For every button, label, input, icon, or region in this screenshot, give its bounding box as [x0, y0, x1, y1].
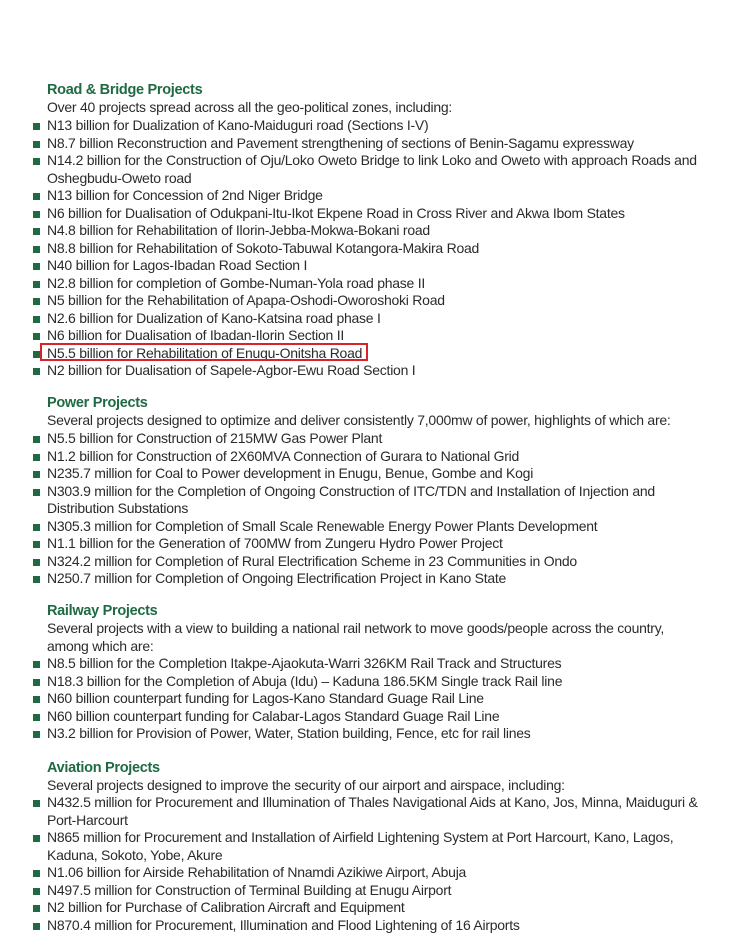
square-bullet-icon [33, 731, 40, 738]
list-item-highlighted: N5.5 billion for Rehabilitation of Enugu-Onitsha Road [0, 345, 748, 363]
square-bullet-icon [33, 281, 40, 288]
list-item: N3.2 billion for Provision of Power, Water, Station building, Fence, etc for rail lines [0, 725, 748, 743]
power-list [0, 430, 748, 588]
list-item: N1.06 billion for Airside Rehabilitation of Nnamdi Azikiwe Airport, Abuja [0, 864, 748, 882]
list-item: N4.8 billion for Rehabilitation of Ilorin-Jebba-Mokwa-Bokani road [0, 222, 748, 240]
square-bullet-icon [33, 351, 40, 358]
square-bullet-icon [33, 559, 40, 566]
list-item: N14.2 billion for the Construction of Oju/Loko Oweto Bridge to link Loko and Oweto with approach Roads and Oshegbudu-Oweto road [0, 152, 748, 187]
list-item: N5 billion for the Rehabilitation of Apapa-Oshodi-Oworoshoki Road [0, 292, 748, 310]
square-bullet-icon [33, 263, 40, 270]
square-bullet-icon [33, 471, 40, 478]
square-bullet-icon [33, 246, 40, 253]
square-bullet-icon [33, 696, 40, 703]
square-bullet-icon [33, 923, 40, 930]
list-item: N60 billion counterpart funding for Calabar-Lagos Standard Guage Rail Line [0, 708, 748, 726]
square-bullet-icon [33, 158, 40, 165]
aviation-list [0, 794, 748, 934]
square-bullet-icon [33, 316, 40, 323]
list-item: N6 billion for Dualisation of Ibadan-Ilorin Section II [0, 327, 748, 345]
list-item: N2 billion for Purchase of Calibration Aircraft and Equipment [0, 899, 748, 917]
square-bullet-icon [33, 714, 40, 721]
list-item: N303.9 million for the Completion of Ongoing Construction of ITC/TDN and Installation of Injection and Distribution Substations [0, 483, 748, 518]
square-bullet-icon [33, 141, 40, 148]
list-item: N1.1 billion for the Generation of 700MW from Zungeru Hydro Power Project [0, 535, 748, 553]
square-bullet-icon [33, 576, 40, 583]
list-item: N324.2 million for Completion of Rural Electrification Scheme in 23 Communities in Ondo [0, 553, 748, 571]
list-item: N13 billion for Concession of 2nd Niger Bridge [0, 187, 748, 205]
section-title-aviation: Aviation Projects [47, 760, 160, 776]
square-bullet-icon [33, 123, 40, 130]
list-item: N18.3 billion for the Completion of Abuja (Idu) – Kaduna 186.5KM Single track Rail line [0, 673, 748, 691]
section-title-road-bridge: Road & Bridge Projects [47, 82, 203, 98]
list-item: N865 million for Procurement and Installation of Airfield Lightening System at Port Harcourt, Kano, Lagos, Kaduna, Sokoto, Yobe, Akure [0, 829, 748, 864]
square-bullet-icon [33, 661, 40, 668]
section-title-railway: Railway Projects [47, 603, 158, 619]
list-item: N250.7 million for Completion of Ongoing Electrification Project in Kano State [0, 570, 748, 588]
section-title-power: Power Projects [47, 395, 148, 411]
list-item: N235.7 million for Coal to Power development in Enugu, Benue, Gombe and Kogi [0, 465, 748, 483]
square-bullet-icon [33, 454, 40, 461]
railway-list [0, 655, 748, 743]
list-item: N870.4 million for Procurement, Illumination and Flood Lightening of 16 Airports [0, 917, 748, 935]
square-bullet-icon [33, 193, 40, 200]
square-bullet-icon [33, 228, 40, 235]
list-item: N2 billion for Dualisation of Sapele-Agbor-Ewu Road Section I [0, 362, 748, 380]
list-item: N8.7 billion Reconstruction and Pavement strengthening of sections of Benin-Sagamu expressway [0, 135, 748, 153]
section-intro-aviation: Several projects designed to improve the security of our airport and airspace, including: [47, 777, 565, 793]
list-item: N2.6 billion for Dualization of Kano-Katsina road phase I [0, 310, 748, 328]
list-item: N1.2 billion for Construction of 2X60MVA Connection of Gurara to National Grid [0, 448, 748, 466]
highlight-box [40, 343, 368, 361]
list-item: N8.5 billion for the Completion Itakpe-Ajaokuta-Warri 326KM Rail Track and Structures [0, 655, 748, 673]
list-item: N6 billion for Dualisation of Odukpani-Itu-Ikot Ekpene Road in Cross River and Akwa Ibom States [0, 205, 748, 223]
section-intro-power: Several projects designed to optimize and deliver consistently 7,000mw of power, highlights of which are: [47, 412, 671, 428]
list-item: N40 billion for Lagos-Ibadan Road Section I [0, 257, 748, 275]
list-item: N13 billion for Dualization of Kano-Maiduguri road (Sections I-V) [0, 117, 748, 135]
list-item: N60 billion counterpart funding for Lagos-Kano Standard Guage Rail Line [0, 690, 748, 708]
list-item: N8.8 billion for Rehabilitation of Sokoto-Tabuwal Kotangora-Makira Road [0, 240, 748, 258]
list-item: N497.5 million for Construction of Terminal Building at Enugu Airport [0, 882, 748, 900]
square-bullet-icon [33, 524, 40, 531]
square-bullet-icon [33, 333, 40, 340]
list-item: N432.5 million for Procurement and Illumination of Thales Navigational Aids at Kano, Jos, Minna, Maiduguri & Port-Harcourt [0, 794, 748, 829]
square-bullet-icon [33, 888, 40, 895]
square-bullet-icon [33, 211, 40, 218]
list-item: N2.8 billion for completion of Gombe-Numan-Yola road phase II [0, 275, 748, 293]
section-intro-railway: Several projects with a view to building a national rail network to move goods/people across the country, among which are: [47, 620, 665, 654]
square-bullet-icon [33, 870, 40, 877]
square-bullet-icon [33, 368, 40, 375]
square-bullet-icon [33, 489, 40, 496]
list-item: N305.3 million for Completion of Small Scale Renewable Energy Power Plants Development [0, 518, 748, 536]
square-bullet-icon [33, 298, 40, 305]
square-bullet-icon [33, 679, 40, 686]
square-bullet-icon [33, 436, 40, 443]
square-bullet-icon [33, 835, 40, 842]
square-bullet-icon [33, 541, 40, 548]
section-intro-road-bridge: Over 40 projects spread across all the geo-political zones, including: [47, 99, 453, 115]
square-bullet-icon [33, 800, 40, 807]
road-bridge-list [0, 117, 748, 380]
square-bullet-icon [33, 905, 40, 912]
list-item: N5.5 billion for Construction of 215MW Gas Power Plant [0, 430, 748, 448]
